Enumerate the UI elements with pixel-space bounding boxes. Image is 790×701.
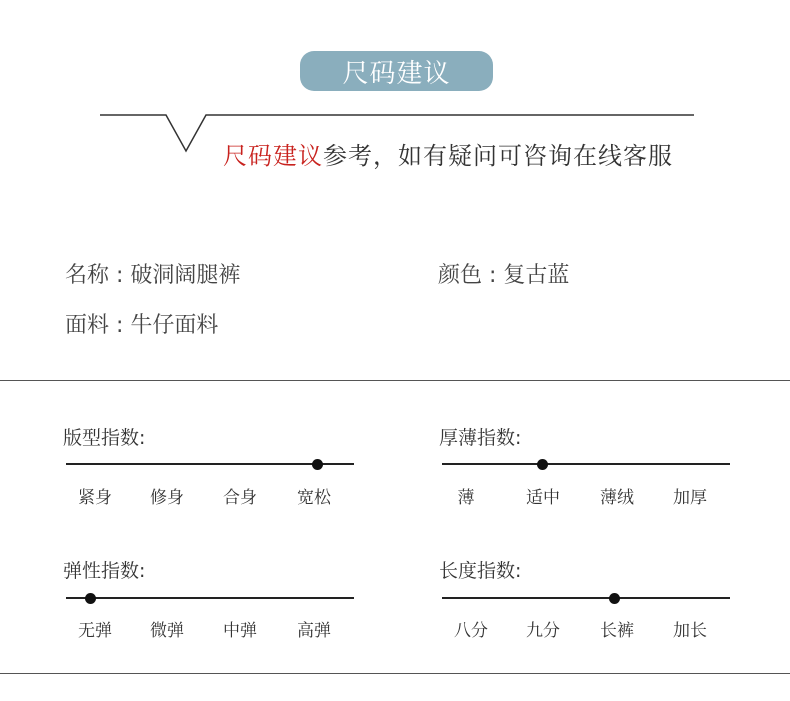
thickness-option: 加厚 <box>673 488 707 508</box>
stretch-option: 微弹 <box>150 621 184 641</box>
thickness-option: 薄 <box>457 488 475 508</box>
subtitle-rest: 参考，如有疑问可咨询在线客服 <box>323 142 673 170</box>
fit-index-title: 版型指数: <box>63 427 146 449</box>
length-index-scale <box>442 597 730 599</box>
divider-bottom <box>0 673 790 674</box>
fit-index-scale <box>66 463 354 465</box>
thickness-index-marker <box>537 459 548 470</box>
thickness-option: 适中 <box>526 488 560 508</box>
product-fabric-label: 面料 <box>65 313 110 338</box>
section-title-text: 尺码建议 <box>342 58 451 89</box>
length-index-title: 长度指数: <box>439 560 522 582</box>
length-option: 长裤 <box>600 621 634 641</box>
fit-index-marker <box>312 459 323 470</box>
fit-option: 修身 <box>150 488 184 508</box>
product-color-value: 复古蓝 <box>503 263 570 288</box>
fit-option: 紧身 <box>78 488 112 508</box>
fit-option: 宽松 <box>297 488 331 508</box>
thickness-option: 薄绒 <box>600 488 634 508</box>
size-advice-subtitle <box>223 136 673 171</box>
product-color-label: 颜色 <box>438 263 483 288</box>
length-option: 九分 <box>526 621 560 641</box>
stretch-index-marker <box>85 593 96 604</box>
fit-option: 合身 <box>223 488 257 508</box>
stretch-option: 中弹 <box>223 621 257 641</box>
length-option: 加长 <box>673 621 707 641</box>
thickness-index-title: 厚薄指数: <box>439 427 522 449</box>
thickness-index-scale <box>442 463 730 465</box>
subtitle-highlight: 尺码建议 <box>223 142 323 170</box>
stretch-option: 高弹 <box>297 621 331 641</box>
stretch-index-title: 弹性指数: <box>63 560 146 582</box>
stretch-index-scale <box>66 597 354 599</box>
product-name-value: 破洞阔腿裤 <box>130 263 241 288</box>
stretch-option: 无弹 <box>78 621 112 641</box>
divider-top <box>0 380 790 381</box>
product-color-row: 颜色 : 复古蓝 <box>438 263 570 288</box>
length-option: 八分 <box>454 621 488 641</box>
product-name-row: 名称 : 破洞阔腿裤 <box>65 263 241 288</box>
product-fabric-value: 牛仔面料 <box>130 313 219 338</box>
product-fabric-row: 面料 : 牛仔面料 <box>65 313 219 338</box>
product-name-label: 名称 <box>65 263 110 288</box>
length-index-marker <box>609 593 620 604</box>
